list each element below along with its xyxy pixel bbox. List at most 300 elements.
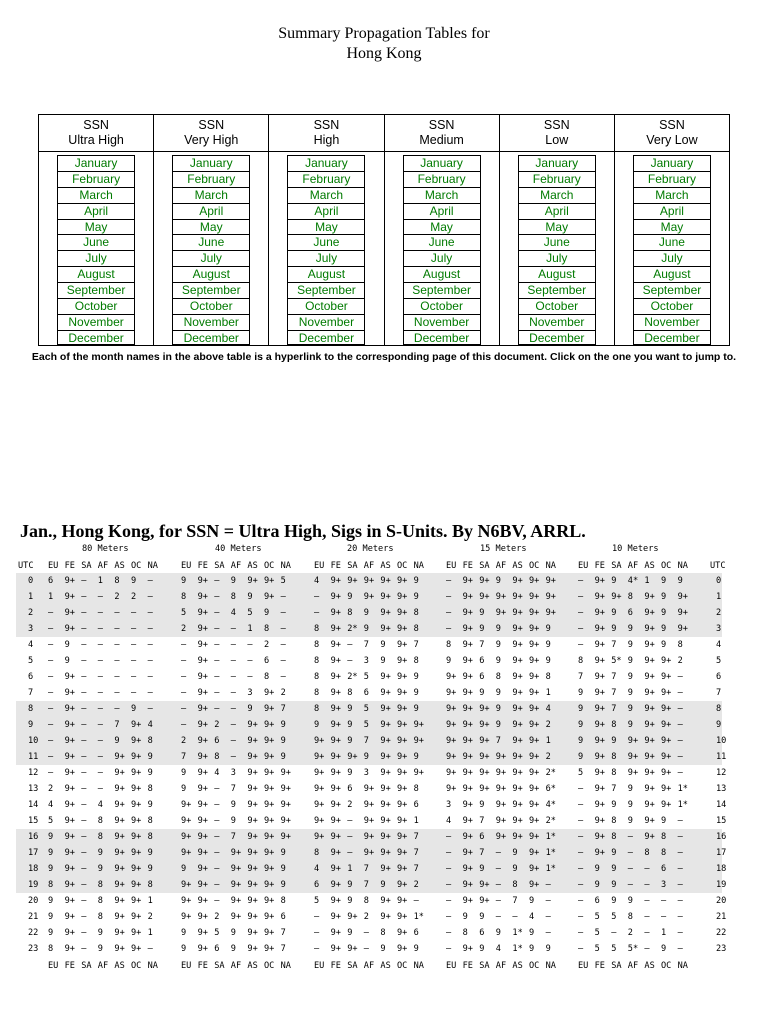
signal-cell: 9+ [197, 672, 208, 682]
signal-cell: – [214, 704, 220, 714]
signal-cell: – [627, 832, 633, 842]
utc-cell-right: 6 [716, 672, 722, 682]
signal-cell: 9+ [230, 880, 242, 890]
signal-cell: 9+ [363, 816, 375, 826]
utc-cell-right: 20 [716, 896, 727, 906]
signal-cell: 9+ [264, 864, 275, 874]
signal-cell: 9+ [644, 688, 655, 698]
signal-cell: 5 [611, 912, 617, 922]
month-link[interactable]: August [634, 267, 710, 283]
signal-cell: 1* [677, 784, 688, 794]
ssn-column-header [39, 115, 153, 152]
signal-cell: 9 [545, 944, 551, 954]
signal-cell: 9+ [644, 768, 655, 778]
signal-cell: 4 [48, 800, 54, 810]
signal-cell: 9 [181, 576, 187, 586]
ssn-header-line1: SSN [659, 118, 685, 132]
signal-cell: 9 [230, 576, 236, 586]
month-link[interactable]: February [404, 172, 480, 188]
signal-cell: – [446, 848, 452, 858]
month-link[interactable]: June [288, 235, 364, 251]
month-link[interactable]: November [519, 315, 595, 331]
signal-cell: 1* [677, 800, 688, 810]
signal-cell: 9+ [264, 800, 275, 810]
signal-cell: 9+ [495, 768, 507, 778]
signal-cell: 9+ [64, 592, 75, 602]
month-link[interactable]: September [404, 283, 480, 299]
signal-cell: 9 [495, 688, 501, 698]
utc-cell-right: 11 [716, 752, 727, 762]
region-header: FE [462, 561, 473, 571]
signal-cell: 9+ [247, 736, 258, 746]
signal-cell: – [545, 896, 551, 906]
signal-cell: 9+ [677, 608, 688, 618]
signal-cell: 7 [479, 816, 485, 826]
signal-cell: 9+ [462, 752, 473, 762]
month-link[interactable]: July [173, 251, 249, 267]
signal-cell: 6 [314, 880, 320, 890]
signal-cell: 9+ [644, 816, 655, 826]
month-link[interactable]: May [519, 220, 595, 236]
signal-cell: 9+ [347, 912, 358, 922]
signal-cell: 8 [314, 848, 320, 858]
month-link[interactable]: June [173, 235, 249, 251]
month-link[interactable]: September [519, 283, 595, 299]
month-link[interactable]: August [519, 267, 595, 283]
signal-cell: 2 [131, 592, 137, 602]
signal-cell: 9+ [677, 624, 688, 634]
signal-cell: 8 [627, 912, 633, 922]
signal-cell: 9 [594, 864, 600, 874]
signal-cell: 9+ [462, 800, 473, 810]
signal-cell: 9 [462, 912, 468, 922]
signal-cell: 9+ [462, 640, 473, 650]
signal-cell: 5 [363, 704, 369, 714]
table-row [16, 637, 722, 653]
signal-cell: 8 [97, 816, 103, 826]
region-header: FE [462, 961, 473, 971]
signal-cell: 9+ [495, 592, 507, 602]
signal-cell: 9 [413, 576, 419, 586]
region-header: FE [594, 961, 605, 971]
signal-cell: – [230, 624, 236, 634]
month-link[interactable]: June [519, 235, 595, 251]
signal-cell: 9 [529, 896, 535, 906]
signal-cell: 9+ [380, 624, 391, 634]
signal-cell: 8 [114, 576, 120, 586]
signal-cell: 9+ [181, 880, 192, 890]
month-link[interactable]: September [58, 283, 134, 299]
region-header: AF [363, 961, 375, 971]
month-link[interactable]: December [68, 330, 124, 345]
signal-cell: 9+ [479, 720, 490, 730]
signal-cell: 1 [545, 688, 551, 698]
signal-cell: – [247, 640, 253, 650]
utc-header-right: UTC [710, 561, 726, 571]
month-link[interactable]: March [58, 188, 134, 204]
signal-cell: 9 [545, 640, 551, 650]
signal-cell: 5* [611, 656, 622, 666]
month-link[interactable]: August [404, 267, 480, 283]
signal-cell: 4 [495, 944, 501, 954]
signal-cell: – [181, 640, 187, 650]
signal-cell: 9+ [64, 784, 75, 794]
signal-cell: – [81, 608, 87, 618]
signal-cell: 7 [363, 736, 369, 746]
month-link[interactable]: October [519, 299, 595, 315]
month-link[interactable]: May [288, 220, 364, 236]
signal-cell: – [446, 896, 452, 906]
signal-cell: – [114, 704, 120, 714]
utc-cell: 4 [28, 640, 34, 650]
month-link[interactable]: August [58, 267, 134, 283]
month-link[interactable]: June [404, 235, 480, 251]
signal-cell: 9+ [594, 784, 605, 794]
month-link[interactable]: February [288, 172, 364, 188]
month-link[interactable]: November [634, 315, 710, 331]
signal-cell: – [48, 736, 54, 746]
signal-cell: 9+ [644, 592, 655, 602]
signal-cell: – [578, 784, 584, 794]
month-link[interactable]: July [519, 251, 595, 267]
month-link[interactable]: April [519, 204, 595, 220]
month-link[interactable]: January [173, 156, 249, 172]
month-link[interactable]: February [173, 172, 249, 188]
signal-cell: 1 [413, 816, 419, 826]
signal-cell: 9+ [380, 784, 391, 794]
signal-cell: 9 [347, 592, 353, 602]
signal-cell: 9+ [197, 784, 208, 794]
signal-cell: – [644, 944, 650, 954]
signal-cell: 9+ [380, 608, 391, 618]
signal-cell: – [97, 656, 103, 666]
signal-cell: – [114, 688, 120, 698]
signal-cell: 1 [347, 864, 353, 874]
month-link[interactable]: November [288, 315, 364, 331]
signal-cell: 9+ [644, 720, 655, 730]
month-link[interactable]: May [404, 220, 480, 236]
signal-cell: 9+ [380, 848, 391, 858]
month-link[interactable]: October [634, 299, 710, 315]
signal-cell: 8 [446, 640, 452, 650]
signal-cell: 9 [512, 864, 518, 874]
month-link[interactable]: May [58, 220, 134, 236]
signal-cell: 9+ [131, 816, 142, 826]
signal-cell: 9+ [627, 736, 639, 746]
signal-cell: – [644, 864, 650, 874]
signal-cell: – [495, 912, 501, 922]
signal-cell: 2 [347, 800, 353, 810]
band-header-row [0, 544, 768, 556]
month-link[interactable]: December [183, 330, 239, 345]
signal-cell: 9+ [462, 736, 473, 746]
signal-cell: 9 [147, 848, 153, 858]
month-link[interactable]: April [288, 204, 364, 220]
month-link[interactable]: January [58, 156, 134, 172]
region-header: SA [81, 561, 92, 571]
month-link[interactable]: December [644, 330, 700, 345]
signal-cell: 4 [97, 800, 103, 810]
utc-cell-right: 8 [716, 704, 722, 714]
signal-cell: 9 [413, 688, 419, 698]
utc-cell: 3 [28, 624, 34, 634]
month-link[interactable]: December [413, 330, 470, 345]
signal-cell: – [48, 720, 54, 730]
month-link[interactable]: January [634, 156, 710, 172]
signal-cell: 4 [230, 608, 236, 618]
region-header: NA [280, 561, 291, 571]
signal-cell: 8 [644, 848, 650, 858]
signal-cell: 9+ [462, 864, 473, 874]
month-link[interactable]: October [404, 299, 480, 315]
signal-cell: 9+ [644, 832, 655, 842]
signal-cell: 7 [114, 720, 120, 730]
month-link[interactable]: April [634, 204, 710, 220]
signal-cell: 8 [97, 832, 103, 842]
month-link[interactable]: December [298, 330, 355, 345]
month-link[interactable]: October [173, 299, 249, 315]
ssn-column [615, 115, 729, 345]
signal-cell: 6 [214, 944, 220, 954]
signal-cell: – [214, 848, 220, 858]
signal-cell: – [677, 752, 683, 762]
signal-cell: 7 [578, 672, 584, 682]
signal-cell: 9 [131, 576, 137, 586]
signal-cell: – [114, 624, 120, 634]
month-link[interactable]: August [173, 267, 249, 283]
signal-cell: 9 [611, 896, 617, 906]
signal-cell: 9 [280, 864, 286, 874]
utc-cell-right: 22 [716, 928, 727, 938]
month-link[interactable]: November [404, 315, 480, 331]
table-row [16, 573, 722, 589]
signal-cell: 9+ [462, 768, 473, 778]
region-header: FE [197, 961, 208, 971]
signal-cell: – [147, 608, 153, 618]
month-link[interactable]: March [634, 188, 710, 204]
region-header: FE [197, 561, 208, 571]
table-row [16, 829, 727, 845]
month-link[interactable]: July [404, 251, 480, 267]
month-link[interactable]: April [404, 204, 480, 220]
signal-cell: 9+ [363, 848, 375, 858]
month-link[interactable]: November [58, 315, 134, 331]
ssn-column-header [154, 115, 268, 152]
month-link[interactable]: February [58, 172, 134, 188]
signal-cell: 9+ [627, 752, 639, 762]
signal-cell: – [578, 928, 584, 938]
utc-cell: 2 [28, 608, 34, 618]
signal-cell: 9+ [529, 688, 540, 698]
region-header: AF [97, 561, 109, 571]
month-link[interactable]: September [288, 283, 364, 299]
signal-cell: 5 [578, 768, 584, 778]
signal-cell: 9+ [330, 768, 341, 778]
signal-cell: – [446, 592, 452, 602]
signal-cell: 9+ [380, 816, 391, 826]
signal-cell: – [230, 656, 236, 666]
region-header: AF [363, 561, 375, 571]
month-link[interactable]: November [173, 315, 249, 331]
signal-cell: 6 [347, 784, 353, 794]
month-link[interactable]: January [519, 156, 595, 172]
signal-cell: 9 [230, 944, 236, 954]
signal-cell: – [97, 640, 103, 650]
signal-cell: 9 [611, 608, 617, 618]
signal-cell: 9+ [397, 944, 408, 954]
signal-cell: 8 [611, 720, 617, 730]
signal-cell: 9+ [380, 688, 391, 698]
month-link[interactable]: March [288, 188, 364, 204]
region-header: OC [397, 561, 408, 571]
signal-cell: 3 [247, 688, 253, 698]
signal-cell: 7 [413, 640, 419, 650]
signal-cell: 9+ [397, 880, 408, 890]
month-link[interactable]: October [288, 299, 364, 315]
month-link[interactable]: March [173, 188, 249, 204]
signal-cell: 9+ [280, 784, 291, 794]
signal-cell: 9 [247, 592, 253, 602]
month-link[interactable]: September [173, 283, 249, 299]
signal-cell: 9+ [114, 832, 125, 842]
month-link[interactable]: April [173, 204, 249, 220]
signal-cell: 9 [627, 720, 633, 730]
signal-cell: – [495, 848, 501, 858]
signal-cell: 7 [280, 944, 286, 954]
signal-cell: 9+ [247, 832, 258, 842]
ssn-column [269, 115, 384, 345]
month-link[interactable]: July [634, 251, 710, 267]
table-row [16, 701, 722, 717]
signal-cell: – [230, 640, 236, 650]
signal-cell: – [677, 768, 683, 778]
month-link[interactable]: June [58, 235, 134, 251]
signal-cell: 9+ [594, 800, 605, 810]
signal-cell: 9 [97, 864, 103, 874]
month-link[interactable]: December [529, 330, 585, 345]
region-header: OC [131, 961, 142, 971]
signal-cell: – [446, 576, 452, 586]
signal-cell: 6 [479, 832, 485, 842]
signal-cell: – [97, 736, 103, 746]
month-link[interactable]: January [404, 156, 480, 172]
utc-cell-right: 7 [716, 688, 722, 698]
month-link[interactable]: July [58, 251, 134, 267]
signal-cell: – [114, 656, 120, 666]
signal-cell: 7 [413, 832, 419, 842]
signal-cell: 1 [661, 928, 667, 938]
month-link[interactable]: January [288, 156, 364, 172]
signal-cell: 9+ [512, 736, 523, 746]
signal-cell: 9+ [230, 848, 242, 858]
month-link[interactable]: May [634, 220, 710, 236]
month-link[interactable]: April [58, 204, 134, 220]
signal-cell: 5 [594, 944, 600, 954]
signal-cell: 8 [661, 832, 667, 842]
month-link[interactable]: March [519, 188, 595, 204]
signal-cell: 2 [413, 880, 419, 890]
signal-cell: 9+ [347, 944, 358, 954]
signal-cell: 9+ [131, 864, 142, 874]
signal-cell: 9+ [247, 944, 258, 954]
signal-cell: 9 [380, 880, 386, 890]
month-link[interactable]: October [58, 299, 134, 315]
signal-cell: 9+ [462, 592, 473, 602]
signal-cell: – [214, 592, 220, 602]
signal-cell: – [114, 640, 120, 650]
signal-cell: 9+ [363, 576, 375, 586]
signal-cell: – [578, 944, 584, 954]
table-row [16, 797, 727, 813]
month-link[interactable]: February [519, 172, 595, 188]
signal-cell: 9+ [661, 672, 672, 682]
signal-cell: 9+ [644, 784, 655, 794]
signal-cell: 9 [64, 640, 70, 650]
signal-cell: – [446, 912, 452, 922]
signal-cell: – [677, 720, 683, 730]
signal-cell: 9+ [529, 624, 540, 634]
signal-cell: – [314, 928, 320, 938]
month-link[interactable]: May [173, 220, 249, 236]
signal-cell: 7 [363, 864, 369, 874]
signal-cell: 9+ [462, 832, 473, 842]
signal-cell: 9+ [131, 832, 142, 842]
month-link[interactable]: August [288, 267, 364, 283]
signal-cell: 9+ [197, 848, 208, 858]
region-header: SA [214, 561, 225, 571]
month-link[interactable]: July [288, 251, 364, 267]
signal-cell: – [97, 624, 103, 634]
signal-cell: 5 [314, 896, 320, 906]
table-row [16, 621, 722, 637]
signal-cell: 9+ [197, 928, 208, 938]
signal-cell: 9+ [397, 832, 408, 842]
signal-cell: 7 [512, 896, 518, 906]
signal-cell: 9+ [644, 640, 655, 650]
signal-cell: – [247, 656, 253, 666]
signal-cell: – [280, 656, 286, 666]
month-link[interactable]: June [634, 235, 710, 251]
signal-cell: 9+ [330, 736, 341, 746]
month-link[interactable]: February [634, 172, 710, 188]
signal-cell: – [677, 848, 683, 858]
month-link[interactable]: March [404, 188, 480, 204]
signal-cell: 9+ [644, 608, 655, 618]
signal-cell: 9+ [462, 944, 473, 954]
signal-cell: 9+ [131, 720, 142, 730]
signal-cell: 7 [611, 784, 617, 794]
signal-cell: 9 [627, 624, 633, 634]
signal-cell: 9+ [114, 912, 125, 922]
month-link[interactable]: September [634, 283, 710, 299]
signal-cell: 9 [280, 880, 286, 890]
signal-cell: 9 [147, 800, 153, 810]
signal-cell: 9+ [529, 832, 540, 842]
signal-cell: 9+ [446, 704, 457, 714]
signal-cell: 8 [48, 880, 54, 890]
signal-cell: 9 [479, 608, 485, 618]
signal-cell: 2 [214, 720, 220, 730]
utc-cell: 9 [28, 720, 34, 730]
signal-cell: 9+ [529, 880, 540, 890]
signal-cell: – [147, 944, 153, 954]
signal-cell: 9+ [529, 864, 540, 874]
signal-cell: – [611, 928, 617, 938]
signal-cell: 1* [545, 848, 556, 858]
signal-cell: 9+ [462, 672, 473, 682]
signal-cell: – [230, 704, 236, 714]
signal-cell: 9 [479, 864, 485, 874]
